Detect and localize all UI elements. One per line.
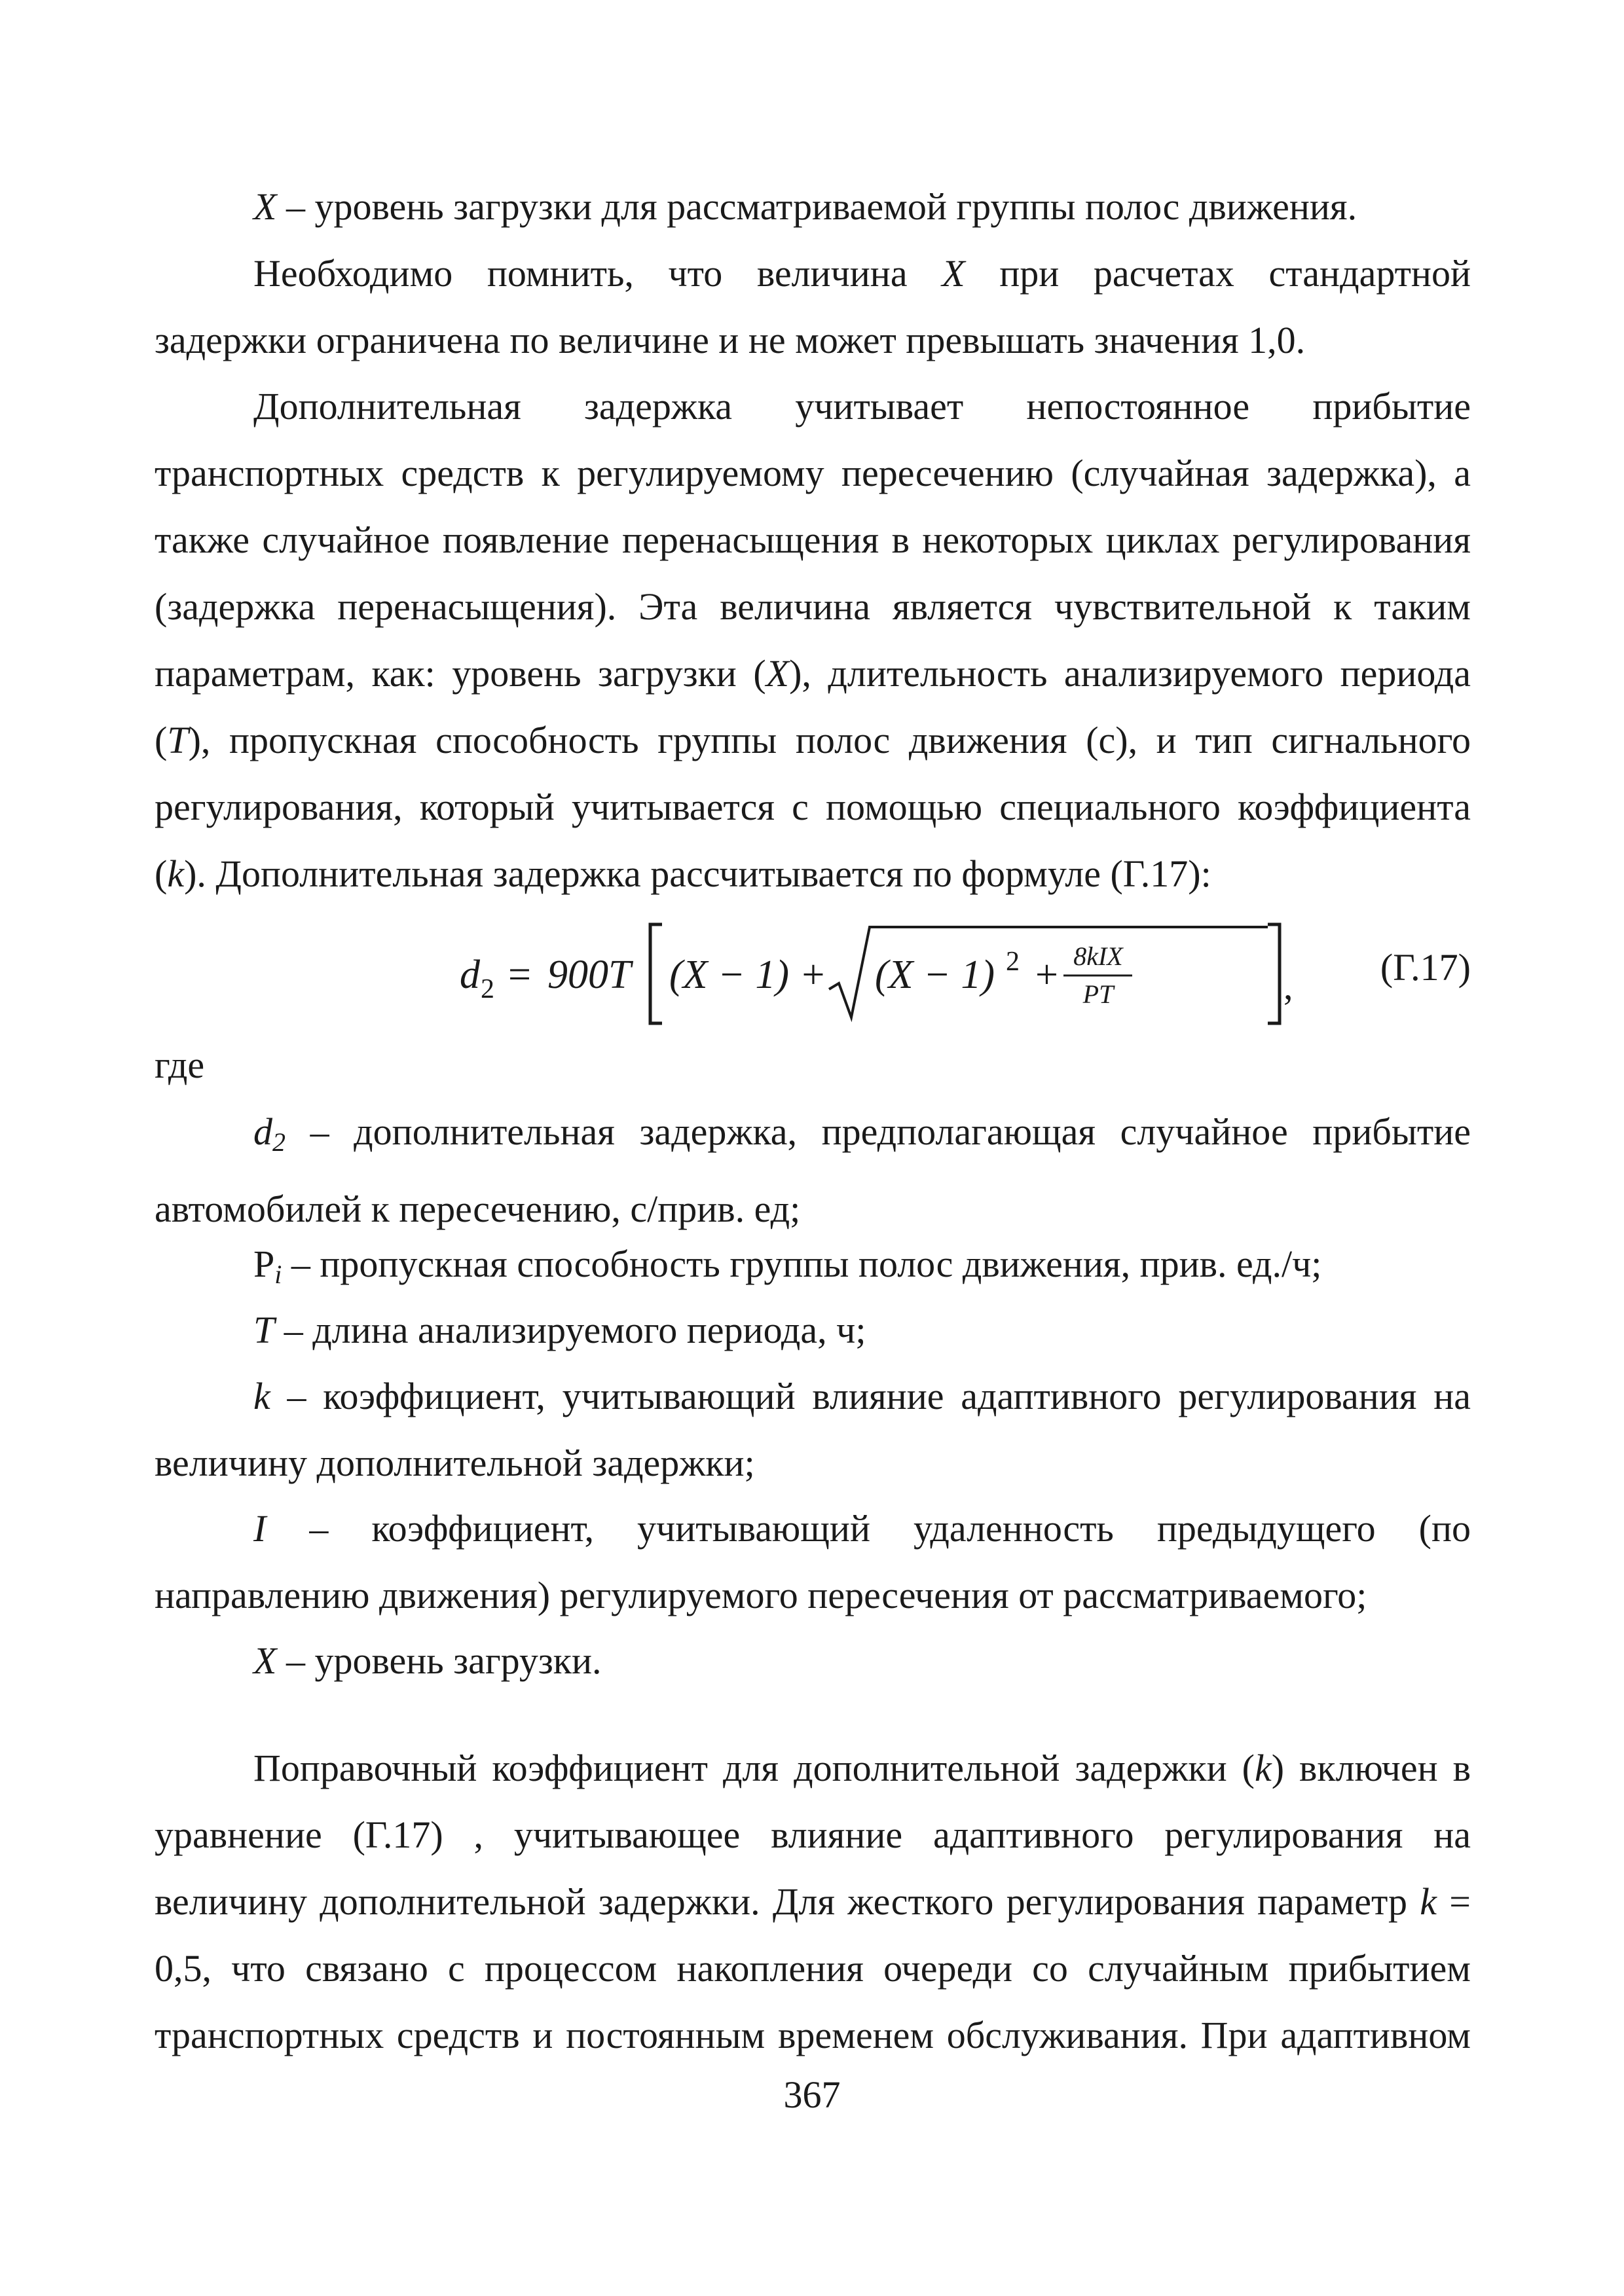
formula-frac-den: PT — [1082, 979, 1114, 1009]
formula-number: (Г.17) — [1380, 946, 1471, 989]
text-line: d2 – дополнительная задержка, предполагающая случайное прибытие — [253, 1110, 1471, 1157]
text-line: Дополнительная задержка учитывает непостоянное прибытие — [253, 385, 1471, 428]
def-t: T – длина анализируемого периода, ч; — [253, 1309, 866, 1351]
def-x: X – уровень загрузки. — [253, 1639, 602, 1682]
text-line: Необходимо помнить, что величина X при расчетах стандартной — [253, 252, 1471, 295]
text-line: (T), пропускная способность группы полос движения (с), и тип сигнального — [155, 719, 1471, 761]
formula-equals: = — [508, 953, 531, 997]
text-line: величину дополнительной задержки; — [155, 1442, 755, 1484]
left-bracket — [650, 924, 662, 1023]
text-line: направлению движения) регулируемого пересечения от рассматриваемого; — [155, 1574, 1367, 1616]
paragraph-additional-delay — [155, 373, 1471, 907]
text-line: 0,5, что связано с процессом накопления очереди со случайным прибытием — [155, 1947, 1471, 1990]
paragraph-x-definition-top: X – уровень загрузки для рассматриваемой группы полос движения. — [253, 185, 1357, 228]
formula-root-term: (X − 1) — [875, 953, 995, 997]
text-line: автомобилей к пересечению, с/прив. ед; — [155, 1188, 801, 1230]
text-line: I – коэффициент, учитывающий удаленность предыдущего (по — [253, 1507, 1471, 1550]
page-number: 367 — [783, 2073, 841, 2116]
text-line: величину дополнительной задержки. Для жесткого регулирования параметр k = — [155, 1880, 1471, 1923]
where-label: где — [155, 1044, 205, 1086]
formula-lhs: d — [460, 953, 480, 997]
right-bracket — [1268, 924, 1280, 1023]
def-k — [155, 1363, 1471, 1497]
def-pi: Pi – пропускная способность группы полос движения, прив. ед./ч; — [253, 1243, 1322, 1289]
formula-g17 — [155, 901, 1471, 1045]
text-line: задержки ограничена по величине и не может превышать значения 1,0. — [155, 319, 1306, 361]
def-d2 — [155, 1099, 1471, 1243]
formula-term1: (X − 1) + — [669, 953, 827, 997]
paragraph-note-limit — [155, 240, 1471, 374]
formula-root-exp: 2 — [1006, 947, 1020, 977]
formula-frac-num: 8kIX — [1073, 941, 1123, 971]
text-line: также случайное появление перенасыщения в некоторых циклах регулирования — [155, 519, 1471, 561]
text-line: параметрам, как: уровень загрузки (X), длительность анализируемого периода — [155, 652, 1471, 695]
text-line: транспортных средств и постоянным временем обслуживания. При адаптивном — [155, 2014, 1471, 2056]
text-line: (задержка перенасыщения). Эта величина является чувствительной к таким — [155, 585, 1471, 628]
formula-coef: 900T — [547, 953, 631, 997]
text-line: регулирования, который учитывается с помощью специального коэффициента — [155, 786, 1471, 828]
formula-plus: + — [1035, 953, 1058, 997]
text-line: k – коэффициент, учитывающий влияние адаптивного регулирования на — [253, 1375, 1471, 1417]
def-i — [155, 1495, 1471, 1629]
formula-comma: , — [1283, 965, 1293, 1008]
text-line: уравнение (Г.17) , учитывающее влияние адаптивного регулирования на — [155, 1813, 1471, 1856]
formula-svg — [155, 901, 1333, 1045]
paragraph-correction-coefficient — [155, 1735, 1471, 2069]
formula-lhs-sub: 2 — [481, 974, 494, 1004]
var-x: X — [253, 185, 277, 228]
text-line: транспортных средств к регулируемому пересечению (случайная задержка), а — [155, 452, 1471, 494]
text-line: Поправочный коэффициент для дополнительной задержки (k) включен в — [253, 1747, 1471, 1789]
text-line: (k). Дополнительная задержка рассчитывается по формуле (Г.17): — [155, 852, 1211, 895]
